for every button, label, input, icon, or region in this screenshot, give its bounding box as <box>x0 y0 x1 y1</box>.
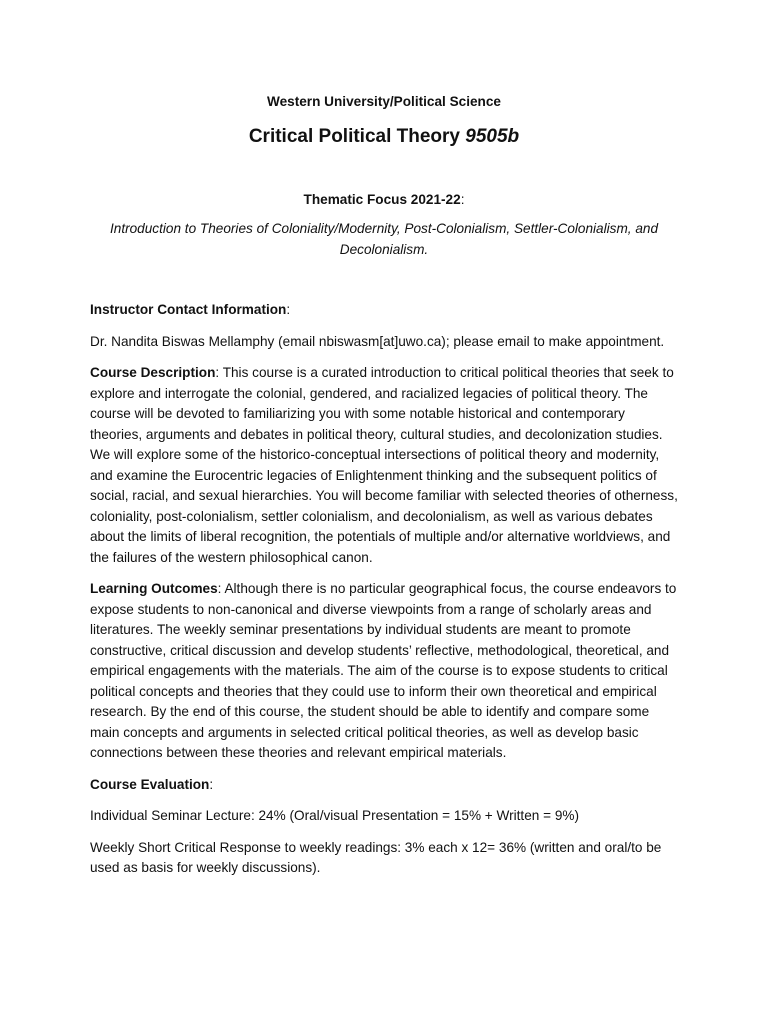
course-code: 9505b <box>465 126 520 147</box>
instructor-heading-colon: : <box>286 302 291 317</box>
institution-line: Western University/Political Science <box>267 94 501 109</box>
course-evaluation-label: Course Evaluation <box>90 776 210 792</box>
learning-outcomes-label: Learning Outcomes <box>90 581 218 596</box>
instructor-details: Dr. Nandita Biswas Mellamphy (email nbiswasm[at]uwo.ca); please email to make appointment. <box>90 333 665 349</box>
course-title-text: Critical Political Theory <box>248 126 460 147</box>
course-title <box>90 122 678 152</box>
thematic-focus-colon: : <box>460 192 465 207</box>
document-content <box>90 92 678 879</box>
instructor-heading <box>90 300 678 321</box>
thematic-focus-label: Thematic Focus 2021-22 <box>303 192 461 207</box>
learning-outcomes-text: : Although there is no particular geographical focus, the course endeavors to expose students to non-canonical and diverse viewpoints from a range of scholarly areas and literatures. The weekly seminar presentations by individual students are meant to promote constructive, critical discussion and develop students’ reflective, methodological, theoretical, and empirical engagements with the materials. The aim of the course is to expose students to critical political concepts and theories that they could use to inform their own theoretical and empirical research. By the end of this course, the student should be able to identify and compare some main concepts and arguments in selected critical political theories, as well as develop basic connections between these theories and relevant empirical materials. <box>90 581 677 760</box>
thematic-focus-text: Introduction to Theories of Coloniality/Modernity, Post-Colonialism, Settler-Colonialism, and Decolonialism. <box>109 221 659 257</box>
evaluation-item-weekly-response: Weekly Short Critical Response to weekly readings: 3% each x 12= 36% (written and oral/to be used as basis for weekly discussions). <box>90 839 662 875</box>
course-description-label: Course Description <box>90 365 216 380</box>
course-evaluation-colon: : <box>209 776 214 792</box>
evaluation-item-seminar: Individual Seminar Lecture: 24% (Oral/visual Presentation = 15% + Written = 9%) <box>90 808 579 823</box>
learning-outcomes <box>90 579 678 764</box>
thematic-focus-heading <box>90 190 678 210</box>
course-description-text: : This course is a curated introduction to critical political theories that seek to explore and interrogate the colonial, gendered, and racialized legacies of political theory. The course will be devoted to familiarizing you with some notable historical and contemporary theories, arguments and debates in political theory, cultural studies, and decolonization studies. We will explore some of the historico-conceptual intersections of political theory and modernity, and examine the Eurocentric legacies of Enlightenment thinking and the subsequent politics of social, racial, and sexual hierarchies. You will become familiar with selected theories of otherness, coloniality, post-colonialism, settler colonialism, and decolonialism, as well as various debates about the limits of liberal recognition, the potentials of multiple and/or alternative worldviews, and the failures of the western philosophical canon. <box>90 365 678 565</box>
instructor-heading-label: Instructor Contact Information <box>90 302 287 317</box>
course-evaluation-heading <box>90 775 678 796</box>
course-description <box>90 363 678 568</box>
